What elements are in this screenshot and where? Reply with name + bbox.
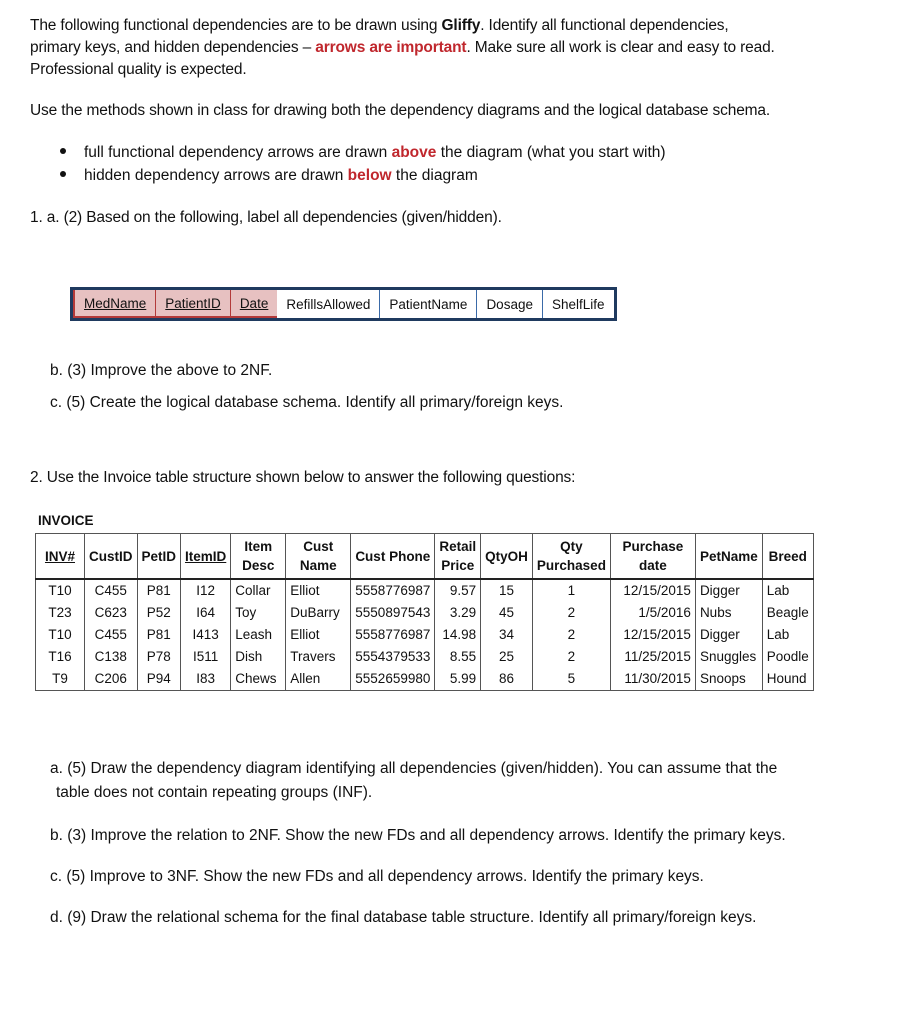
cell-breed: Hound bbox=[762, 668, 813, 691]
header-label: ItemID bbox=[185, 548, 227, 564]
cell-purchase-date: 12/15/2015 bbox=[610, 624, 695, 646]
invoice-table-title: INVOICE bbox=[38, 513, 94, 528]
cell-retail-price: 8.55 bbox=[435, 646, 481, 668]
cell-petname: Snuggles bbox=[695, 646, 762, 668]
cell-custid: C623 bbox=[85, 602, 138, 624]
col-item-desc bbox=[231, 534, 286, 580]
bullet-item-below bbox=[60, 165, 478, 187]
cell-cust-phone: 5558776987 bbox=[351, 579, 435, 602]
cell-itemid: I83 bbox=[181, 668, 231, 691]
cell-petid: P81 bbox=[137, 624, 181, 646]
attr-date: Date bbox=[231, 290, 278, 316]
header-label: Price bbox=[441, 558, 475, 573]
cell-petname: Nubs bbox=[695, 602, 762, 624]
header-label: Breed bbox=[768, 548, 807, 564]
table-row bbox=[36, 668, 814, 691]
q2c-text: c. (5) Improve to 3NF. Show the new FDs and all dependency arrows. Identify the primary keys. bbox=[50, 868, 704, 885]
attr-patientname: PatientName bbox=[380, 290, 477, 318]
col-retail-price bbox=[435, 534, 481, 580]
q1c-text: c. (5) Create the logical database schema. Identify all primary/foreign keys. bbox=[50, 394, 564, 411]
cell-inv: T9 bbox=[36, 668, 85, 691]
attr-shelflife: ShelfLife bbox=[551, 296, 605, 312]
cell-custid: C206 bbox=[85, 668, 138, 691]
cell-petname: Digger bbox=[695, 579, 762, 602]
bullet-item-above bbox=[60, 142, 666, 164]
header-label: Cust Phone bbox=[355, 548, 431, 564]
attr-medname: MedName bbox=[73, 290, 156, 316]
intro-text: . Identify all functional dependencies, bbox=[480, 17, 729, 34]
cell-itemid: I64 bbox=[181, 602, 231, 624]
header-label: Item bbox=[244, 539, 273, 554]
cell-purchase-date: 11/30/2015 bbox=[610, 668, 695, 691]
cell-itemid: I511 bbox=[181, 646, 231, 668]
cell-cust-phone: 5558776987 bbox=[351, 624, 435, 646]
q1b-text: b. (3) Improve the above to 2NF. bbox=[50, 362, 273, 379]
q2d-text: d. (9) Draw the relational schema for the final database table structure. Identify all primary/foreign keys. bbox=[50, 909, 757, 926]
cell-qtyoh: 25 bbox=[481, 646, 533, 668]
cell-qtyoh: 45 bbox=[481, 602, 533, 624]
col-cust-name bbox=[286, 534, 351, 580]
cell-qty-purchased: 1 bbox=[532, 579, 610, 602]
cell-inv: T16 bbox=[36, 646, 85, 668]
cell-item-desc: Collar bbox=[231, 579, 286, 602]
cell-inv: T23 bbox=[36, 602, 85, 624]
q2-intro-text: 2. Use the Invoice table structure shown below to answer the following questions: bbox=[30, 469, 576, 486]
q2a-text-continued: table does not contain repeating groups (INF). bbox=[56, 784, 373, 801]
cell-item-desc: Dish bbox=[231, 646, 286, 668]
header-label: Retail bbox=[439, 539, 477, 554]
header-label: PetName bbox=[699, 548, 758, 564]
cell-petid: P81 bbox=[137, 579, 181, 602]
cell-retail-price: 3.29 bbox=[435, 602, 481, 624]
above-emphasis: above bbox=[391, 144, 437, 161]
cell-item-desc: Toy bbox=[231, 602, 286, 624]
intro-text: . Make sure all work is clear and easy to read. bbox=[466, 39, 775, 56]
cell-custid: C455 bbox=[85, 624, 138, 646]
col-cust-phone bbox=[351, 534, 435, 580]
cell-item-desc: Leash bbox=[231, 624, 286, 646]
cell-itemid: I12 bbox=[181, 579, 231, 602]
col-petid bbox=[137, 534, 181, 580]
bullet-icon bbox=[60, 171, 66, 177]
cell-cust-name: Elliot bbox=[286, 579, 351, 602]
table-row bbox=[36, 646, 814, 668]
cell-petname: Snoops bbox=[695, 668, 762, 691]
header-label: Desc bbox=[242, 558, 275, 573]
header-label: Purchase bbox=[622, 539, 684, 554]
cell-inv: T10 bbox=[36, 624, 85, 646]
cell-qty-purchased: 2 bbox=[532, 624, 610, 646]
cell-breed: Poodle bbox=[762, 646, 813, 668]
cell-cust-name: Allen bbox=[286, 668, 351, 691]
cell-petname: Digger bbox=[695, 624, 762, 646]
primary-key-group bbox=[73, 290, 277, 318]
invoice-header-row bbox=[36, 534, 814, 580]
cell-qtyoh: 86 bbox=[481, 668, 533, 691]
arrows-important-emphasis: arrows are important bbox=[315, 39, 467, 56]
q1a-text: 1. a. (2) Based on the following, label all dependencies (given/hidden). bbox=[30, 209, 502, 226]
cell-breed: Lab bbox=[762, 579, 813, 602]
cell-breed: Beagle bbox=[762, 602, 813, 624]
cell-purchase-date: 1/5/2016 bbox=[610, 602, 695, 624]
cell-qtyoh: 15 bbox=[481, 579, 533, 602]
methods-instruction: Use the methods shown in class for drawing both the dependency diagrams and the logical database schema. bbox=[30, 102, 771, 119]
bullet-text: the diagram (what you start with) bbox=[436, 144, 666, 161]
cell-qty-purchased: 5 bbox=[532, 668, 610, 691]
bullet-icon bbox=[60, 148, 66, 154]
table-row bbox=[36, 624, 814, 646]
intro-line-2 bbox=[30, 37, 775, 59]
header-label: QtyOH bbox=[485, 548, 528, 564]
bullet-text: the diagram bbox=[391, 167, 478, 184]
header-label: INV# bbox=[44, 548, 75, 564]
invoice-table bbox=[35, 533, 814, 691]
cell-retail-price: 5.99 bbox=[435, 668, 481, 691]
intro-line-1 bbox=[30, 15, 729, 37]
medication-relation-diagram bbox=[70, 287, 617, 321]
cell-cust-name: DuBarry bbox=[286, 602, 351, 624]
attr-dosage: Dosage bbox=[477, 290, 543, 318]
header-label: Name bbox=[299, 558, 337, 573]
cell-petid: P52 bbox=[137, 602, 181, 624]
bullet-text: hidden dependency arrows are drawn bbox=[84, 167, 348, 184]
attr-patientid: PatientID bbox=[156, 290, 231, 316]
cell-cust-name: Elliot bbox=[286, 624, 351, 646]
cell-petid: P94 bbox=[137, 668, 181, 691]
cell-item-desc: Chews bbox=[231, 668, 286, 691]
cell-itemid: I413 bbox=[181, 624, 231, 646]
intro-line-3: Professional quality is expected. bbox=[30, 61, 247, 78]
cell-inv: T10 bbox=[36, 579, 85, 602]
cell-cust-phone: 5554379533 bbox=[351, 646, 435, 668]
cell-retail-price: 9.57 bbox=[435, 579, 481, 602]
cell-petid: P78 bbox=[137, 646, 181, 668]
cell-custid: C455 bbox=[85, 579, 138, 602]
cell-cust-phone: 5550897543 bbox=[351, 602, 435, 624]
attr-refillsallowed: RefillsAllowed bbox=[277, 290, 380, 318]
q2b-text: b. (3) Improve the relation to 2NF. Show the new FDs and all dependency arrows. Identify the primary keys. bbox=[50, 827, 786, 844]
cell-breed: Lab bbox=[762, 624, 813, 646]
col-petname bbox=[695, 534, 762, 580]
cell-purchase-date: 11/25/2015 bbox=[610, 646, 695, 668]
table-row bbox=[36, 579, 814, 602]
col-qtyoh bbox=[481, 534, 533, 580]
intro-text: The following functional dependencies are to be drawn using bbox=[30, 17, 442, 34]
below-emphasis: below bbox=[347, 167, 392, 184]
cell-purchase-date: 12/15/2015 bbox=[610, 579, 695, 602]
q2a-text: a. (5) Draw the dependency diagram identifying all dependencies (given/hidden). You can assume that the bbox=[50, 760, 778, 777]
header-label: date bbox=[639, 558, 667, 573]
bullet-text: full functional dependency arrows are drawn bbox=[84, 144, 392, 161]
col-breed bbox=[762, 534, 813, 580]
gliffy-emphasis: Gliffy bbox=[441, 17, 481, 34]
col-itemid bbox=[181, 534, 231, 580]
col-purchase-date bbox=[610, 534, 695, 580]
header-label: CustID bbox=[89, 548, 133, 564]
table-row bbox=[36, 602, 814, 624]
cell-qty-purchased: 2 bbox=[532, 646, 610, 668]
header-label: Qty bbox=[560, 539, 583, 554]
cell-qty-purchased: 2 bbox=[532, 602, 610, 624]
col-qty-purchased bbox=[532, 534, 610, 580]
header-label: Cust bbox=[303, 539, 334, 554]
intro-text: primary keys, and hidden dependencies – bbox=[30, 39, 316, 56]
cell-cust-name: Travers bbox=[286, 646, 351, 668]
cell-cust-phone: 5552659980 bbox=[351, 668, 435, 691]
cell-retail-price: 14.98 bbox=[435, 624, 481, 646]
col-custid bbox=[85, 534, 138, 580]
cell-qtyoh: 34 bbox=[481, 624, 533, 646]
cell-custid: C138 bbox=[85, 646, 138, 668]
header-label: PetID bbox=[141, 548, 177, 564]
col-inv-number bbox=[36, 534, 85, 580]
header-label: Purchased bbox=[536, 558, 606, 573]
